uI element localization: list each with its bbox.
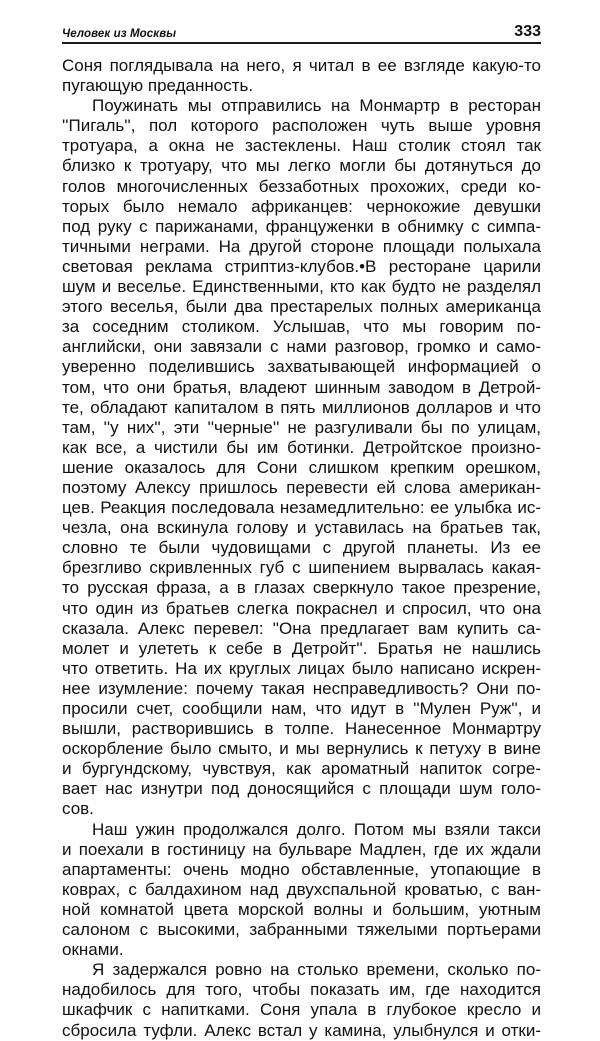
text-line: что один из братьев слегка покраснел и спросил, что она — [62, 598, 541, 618]
text-line: сов. — [62, 799, 94, 819]
text-line: чезла, она вскинула голову и уставилась на братьев так, — [62, 518, 541, 538]
text-line: надобилось для того, чтобы показать им, где находится — [62, 980, 541, 1000]
paragraph — [62, 820, 541, 961]
text-line: под руку с парижанами, француженки в обнимку с симпа- — [62, 216, 541, 236]
running-title: Человек из Москвы — [62, 28, 177, 40]
book-page — [62, 22, 541, 1041]
text-line: шум и веселье. Единственными, кто как будто не разделял — [62, 277, 541, 297]
text-line: сбросила туфли. Алекс встал у камина, улыбнулся и отки- — [62, 1020, 541, 1040]
text-line: как все, а чистили бы им ботинки. Детройтское произно- — [62, 437, 541, 457]
text-line: шкафчик с напитками. Соня упала в глубокое кресло и — [62, 1000, 541, 1020]
page-number: 333 — [514, 23, 541, 40]
text-line: оскорбление было смыто, и мы вернулись к петуху в вине — [62, 739, 541, 759]
text-line: ''Пигаль'', пол которого расположен чуть выше уровня — [62, 116, 541, 136]
text-line: голов многочисленных беззаботных прохожих, среди ко- — [62, 176, 541, 196]
text-line: тротуара, а окна не застеклены. Наш столик стоял так — [62, 136, 541, 156]
text-line: окнами. — [62, 940, 124, 960]
text-line: сказала. Алекс перевел: ''Она предлагает вам купить са- — [62, 618, 541, 638]
text-line: брезгливо скривленных губ с шипением вырвалась какая- — [62, 558, 541, 578]
text-line: и поехали в гостиницу на бульваре Мадлен, где их ждали — [62, 839, 541, 859]
text-line: салоном с высокими, забранными тяжелыми портьерами — [62, 920, 541, 940]
text-line: Поужинать мы отправились на Монмартр в ресторан — [92, 96, 541, 116]
text-line: нее изумление: почему такая несправедливость? Они по- — [62, 678, 541, 698]
text-line: уверенно поделившись захватывающей информацией о — [62, 357, 541, 377]
text-line: то русская фраза, а в глазах сверкнуло такое презрение, — [62, 578, 541, 598]
text-line: молет и улететь к себе в Детройт''. Братья не нашлись — [62, 638, 541, 658]
text-line: цев. Реакция последовала незамедлительно: ее улыбка ис- — [62, 498, 541, 518]
text-line: этого веселья, были два престарелых полных американца — [62, 297, 541, 317]
text-line: словно те были чудовищами с другой планеты. Из ее — [62, 538, 541, 558]
text-line: тичными неграми. На другой стороне площади полыхала — [62, 236, 541, 256]
text-line: близко к тротуару, что мы легко могли бы дотянуться до — [62, 156, 541, 176]
text-line: вышли, растворившись в толпе. Нанесенное Монмартру — [62, 719, 541, 739]
text-line: поэтому Алексу пришлось перевести ей слова американ- — [62, 477, 541, 497]
text-line: что ответить. На их круглых лицах было написано искрен- — [62, 658, 541, 678]
body-text — [62, 56, 541, 1041]
text-line: Я задержался ровно на столько времени, сколько по- — [92, 960, 541, 980]
text-line: за соседним столиком. Услышав, что мы говорим по- — [62, 317, 541, 337]
text-line: и бургундскому, чувствуя, как ароматный напиток согре- — [62, 759, 541, 779]
text-line: английски, они завязали с нами разговор, громко и само- — [62, 337, 541, 357]
text-line: ной комнатой цвета морской волны и большим, уютным — [62, 899, 541, 919]
running-head — [62, 22, 541, 44]
text-line: коврах, с балдахином над двухспальной кроватью, с ван- — [62, 879, 541, 899]
text-line: шение оказалось для Сони слишком крепким орешком, — [62, 457, 541, 477]
paragraph — [62, 96, 541, 819]
text-line: световая реклама стриптиз-клубов.•В ресторане царили — [62, 256, 541, 276]
text-line: там, ''у них'', эти ''черные'' не разгуливали бы по улицам, — [62, 417, 541, 437]
paragraph — [62, 56, 541, 96]
paragraph — [62, 960, 541, 1040]
text-line: торых было немало африканцев: чернокожие девушки — [62, 196, 541, 216]
text-line: том, что они братья, владеют шинным заводом в Детрой- — [62, 377, 541, 397]
text-line: просили счет, сообщили нам, что идут в ''Мулен Руж'', и — [62, 699, 541, 718]
text-line: апартаменты: очень модно обставленные, утопающие в — [62, 859, 541, 879]
text-line: Соня поглядывала на него, я читал в ее взгляде какую-то — [62, 56, 541, 75]
text-line: те, обладают капиталом в пять миллионов долларов и что — [62, 397, 541, 417]
text-line: Наш ужин продолжался долго. Потом мы взяли такси — [92, 819, 541, 839]
text-line: пугающую преданность. — [62, 76, 254, 96]
text-line: вает нас изнутри под доносящийся с площади шум голо- — [62, 779, 541, 799]
